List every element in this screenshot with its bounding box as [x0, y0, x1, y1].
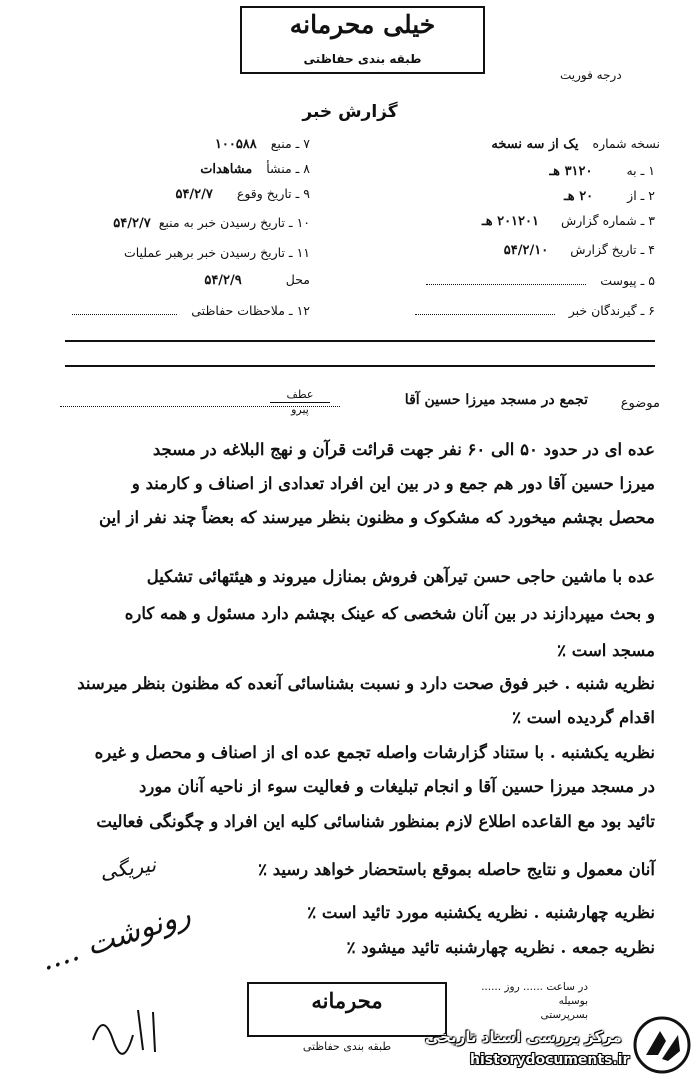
stamp-handwritten-text: محرمانه — [311, 988, 383, 1013]
field-label: محل — [285, 272, 310, 287]
body-line: آنان معمول و نتایج حاصله بموقع باستحضار خواهد رسید ٪ — [258, 860, 655, 879]
body-line: محصل بچشم میخورد که مشکوک و مظنون بنظر میرسند که بعضاً چند نفر از این — [99, 508, 655, 527]
signature-area — [28, 896, 218, 1060]
field-dots — [415, 302, 555, 315]
form-field-received-by-source — [113, 215, 310, 231]
field-value: ۵۴/۲/۷ — [113, 216, 151, 231]
watermark-url: historydocuments.ir — [470, 1052, 630, 1068]
subject-label: موضوع — [620, 396, 660, 411]
field-label: ۹ ـ تاریخ وقوع — [236, 186, 310, 201]
field-value: ۳۱۲۰ هـ — [549, 164, 593, 179]
field-value: ۵۴/۲/۷ — [175, 187, 213, 202]
divider-line — [65, 340, 655, 342]
body-line: مسجد است ٪ — [557, 641, 655, 660]
form-field-occurrence-date — [175, 186, 310, 202]
form-field-origin — [200, 161, 310, 177]
field-label: نسخه شماره — [592, 136, 660, 151]
body-line: اقدام گردیده است ٪ — [512, 708, 655, 727]
field-dots — [72, 302, 177, 315]
signature-scribble — [83, 1000, 173, 1060]
field-label: ۷ ـ منبع — [270, 136, 310, 151]
field-label: ۶ ـ گیرندگان خبر — [568, 303, 655, 318]
reference-box — [270, 388, 330, 417]
form-field-from — [564, 188, 655, 204]
classification-stamp-bottom — [247, 982, 447, 1053]
watermark-org-name: مرکز بررسی اسناد تاریخی — [425, 1028, 622, 1046]
body-line: عده ای در حدود ۵۰ الی ۶۰ نفر جهت قرائت قرآن و نهج البلاغه در مسجد — [152, 440, 655, 459]
field-dots — [426, 272, 586, 285]
field-label: ۱۱ ـ تاریخ رسیدن خبر برهبر عملیات — [123, 245, 310, 260]
body-line: در مسجد میرزا حسین آقا و انجام تبلیغات و فعالیت سوء از ناحیه آنان مورد — [139, 777, 655, 796]
received-line: بوسیله — [558, 995, 588, 1007]
field-value: ۵۴/۲/۹ — [204, 273, 242, 288]
form-field-to — [549, 163, 655, 179]
subject-dots — [60, 406, 340, 407]
field-label: ۴ ـ تاریخ گزارش — [570, 242, 655, 257]
received-line: در ساعت ...... روز ...... — [481, 981, 588, 993]
body-line: میرزا حسین آقا دور هم جمع و در بین این افراد تعدادی از اصناف و کارمند و — [131, 474, 655, 493]
body-line: تائید بود مع القاعده اطلاع لازم بمنظور شناسائی کلیه این افراد و چگونگی فعالیت — [96, 812, 655, 831]
field-value: یک از سه نسخه — [491, 137, 579, 152]
form-field-location — [204, 272, 310, 288]
field-value: مشاهدات — [200, 162, 253, 177]
body-line: نظریه چهارشنبه . نظریه یکشنبه مورد تائید است ٪ — [307, 903, 655, 922]
field-label: ۱۲ ـ ملاحظات حفاظتی — [191, 303, 310, 318]
field-value: ۵۴/۲/۱۰ — [503, 243, 549, 258]
body-line: نظریه جمعه . نظریه چهارشنبه تائید میشود ٪ — [346, 938, 655, 957]
body-line: نظریه یکشنبه . با ستناد گزارشات واصله تجمع عده ای از اصناف و محصل و غیره — [94, 743, 655, 762]
classification-stamp-top — [240, 6, 485, 74]
field-label: ۲ ـ از — [627, 188, 655, 203]
field-label: ۸ ـ منشأ — [266, 161, 310, 176]
stamp-handwritten-text: خیلی محرمانه — [289, 10, 436, 39]
form-field-attachment — [426, 272, 655, 288]
priority-label: درجه فوریت — [560, 68, 622, 82]
body-line: عده با ماشین حاجی حسن تیرآهن فروش بمنازل میروند و هیئتهائی تشکیل — [146, 567, 655, 586]
peiro-label: پیرو — [291, 403, 309, 416]
field-label: ۵ ـ پیوست — [600, 273, 655, 288]
divider-line — [65, 365, 655, 367]
form-field-report-number — [482, 213, 655, 229]
field-label: ۳ ـ شماره گزارش — [560, 213, 655, 228]
received-line: بسرپرستی — [540, 1009, 588, 1021]
stamp-printed-text: طبقه بندی حفاظتی — [303, 52, 422, 66]
body-line: نظریه شنبه . خبر فوق صحت دارد و نسبت بشناسائی آنعده که مظنون بنظر میرسند — [77, 674, 655, 693]
form-field-recipients — [415, 302, 655, 318]
field-label: ۱۰ ـ تاریخ رسیدن خبر به منبع — [158, 215, 310, 230]
form-field-source — [215, 136, 310, 152]
form-field-copy-number — [491, 136, 660, 152]
handwritten-initials: نیریگی — [98, 852, 158, 884]
subject-value: تجمع در مسجد میرزا حسین آقا — [404, 392, 588, 408]
field-label: ۱ ـ به — [626, 163, 655, 178]
stamp-printed-text: طبقه بندی حفاظتی — [302, 1040, 392, 1053]
field-value: ۲۰۱۲۰۱ هـ — [481, 214, 539, 229]
form-field-report-date — [504, 242, 655, 258]
body-line: و بحث میپردازند در بین آنان شخصی که عینک بچشم دارد مسئول و همه کاره — [124, 604, 655, 623]
form-field-received-by-operations — [124, 245, 310, 260]
atf-label: عطف — [286, 388, 314, 401]
form-field-security-notes — [72, 302, 310, 318]
report-title: گزارش خبر — [302, 102, 398, 122]
archive-logo-icon — [632, 1015, 692, 1075]
field-value: ۲۰ هـ — [564, 189, 594, 204]
field-value: ۱۰۰۵۸۸ — [214, 137, 257, 152]
signature: رونوشت .... — [36, 896, 195, 979]
